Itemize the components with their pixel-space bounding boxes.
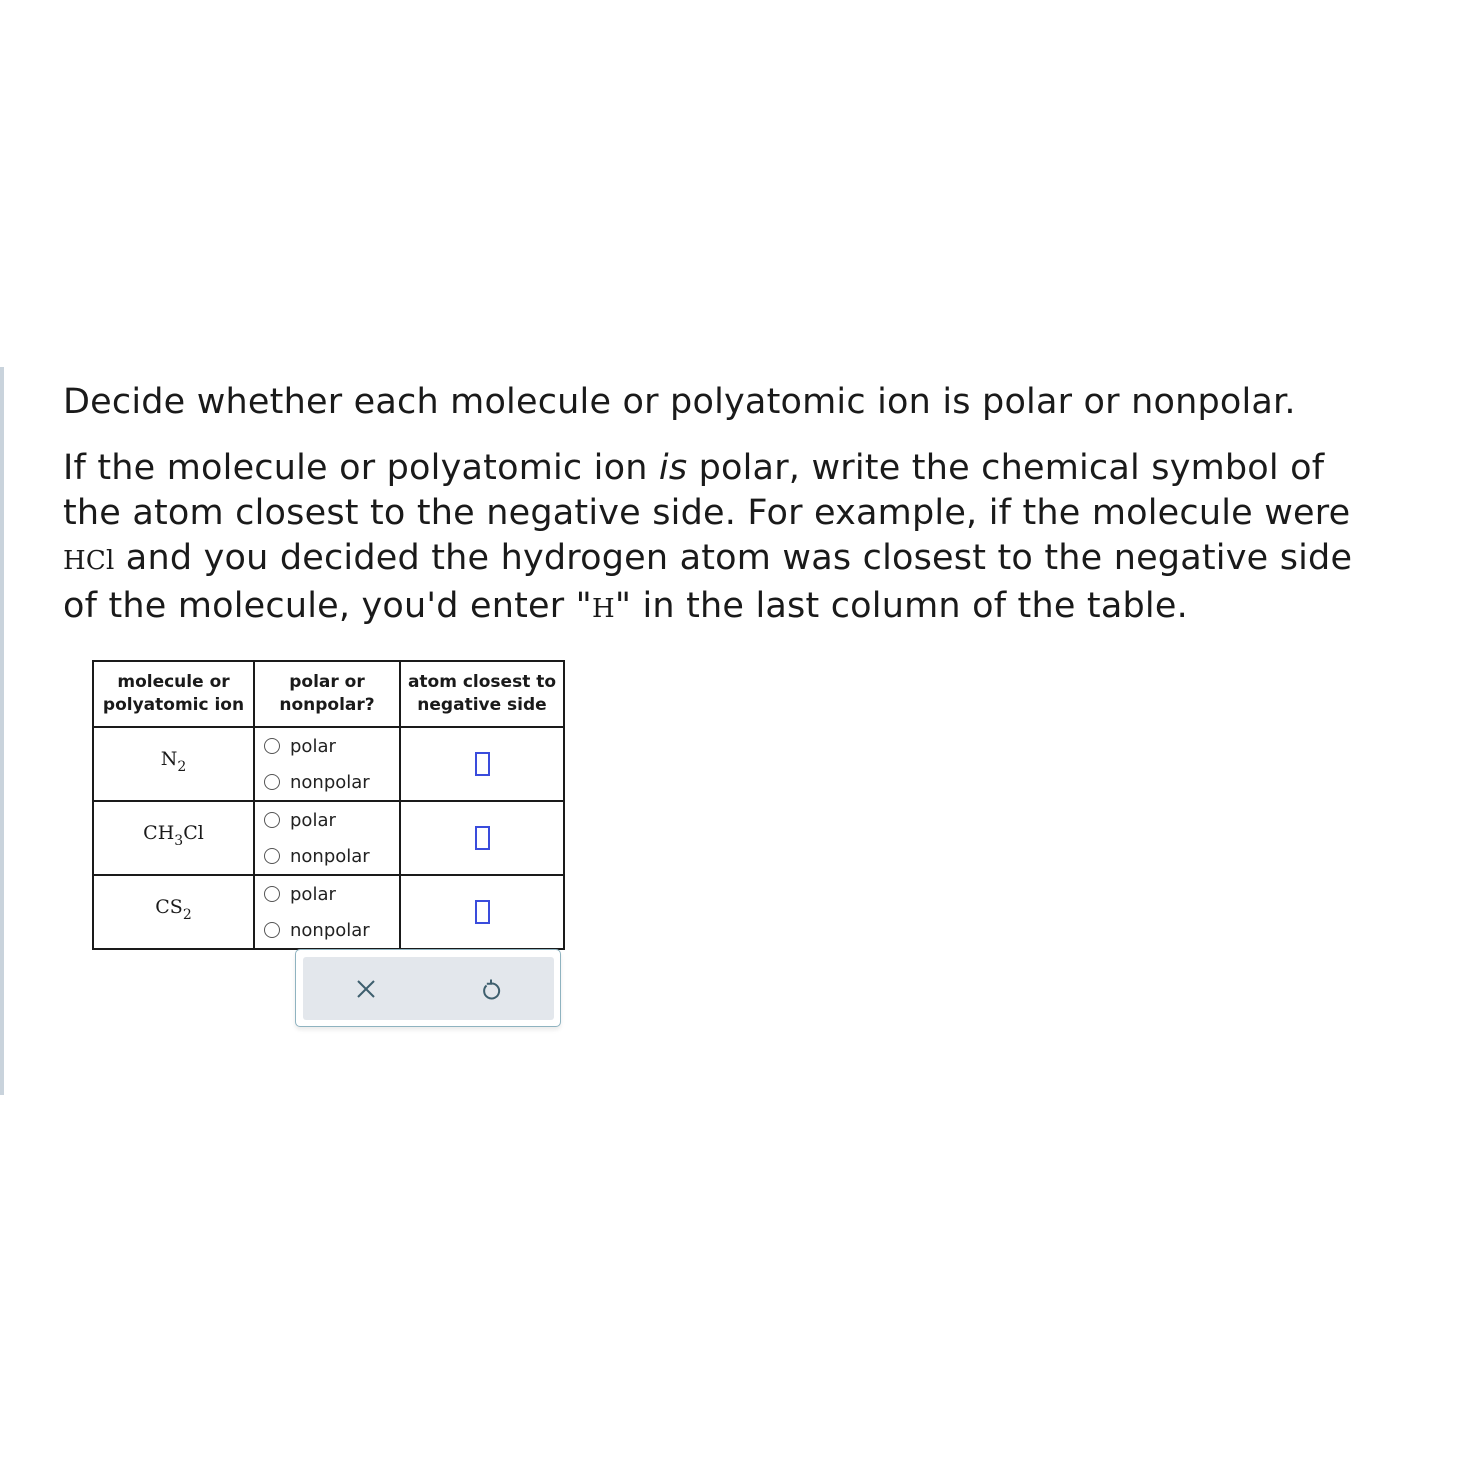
header-polarity: polar or nonpolar?: [254, 661, 400, 727]
radio-label: polar: [290, 809, 336, 831]
prompt-text: " in the last column of the table.: [614, 586, 1188, 626]
formula-subscript: 2: [182, 907, 192, 923]
question-prompt: [63, 380, 1393, 632]
polarity-table: [92, 660, 565, 950]
radio-button[interactable]: [264, 738, 280, 754]
formula-text: CS: [155, 896, 183, 918]
polarity-choice-cell: [254, 801, 400, 875]
header-negative-atom: atom closest to negative side: [400, 661, 564, 727]
molecule-cell: [93, 727, 254, 801]
formula-text: CH: [143, 822, 175, 844]
prompt-text: polar, write the chemical symbol of the atom closest to the negative side. For example, if the molecule were: [63, 448, 1351, 533]
radio-button[interactable]: [264, 848, 280, 864]
negative-atom-cell: [400, 801, 564, 875]
undo-button[interactable]: [461, 964, 521, 1014]
radio-label: nonpolar: [290, 771, 370, 793]
formula-subscript: 2: [177, 759, 187, 775]
polarity-choice-cell: [254, 727, 400, 801]
table-row: [93, 875, 564, 949]
negative-atom-input[interactable]: [475, 826, 490, 850]
negative-atom-cell: [400, 727, 564, 801]
radio-label: nonpolar: [290, 919, 370, 941]
molecule-cell: [93, 801, 254, 875]
radio-label: polar: [290, 735, 336, 757]
molecule-cell: [93, 875, 254, 949]
radio-option-polar[interactable]: [255, 802, 399, 838]
example-symbol: H: [591, 594, 615, 624]
formula-text: Cl: [183, 822, 204, 844]
toolbar-panel: [303, 957, 554, 1020]
table-body: [93, 727, 564, 949]
clear-button[interactable]: [336, 964, 396, 1014]
table-row: [93, 727, 564, 801]
radio-option-nonpolar[interactable]: [255, 838, 399, 874]
table-row: [93, 801, 564, 875]
radio-button[interactable]: [264, 922, 280, 938]
prompt-text: If the molecule or polyatomic ion: [63, 448, 659, 488]
prompt-emphasis: is: [658, 448, 688, 488]
prompt-line-1: Decide whether each molecule or polyatomic ion is polar or nonpolar.: [63, 382, 1296, 422]
header-molecule: molecule or polyatomic ion: [93, 661, 254, 727]
undo-icon: [480, 977, 502, 1001]
example-formula: HCl: [63, 546, 115, 576]
formula-text: N: [160, 748, 178, 770]
radio-option-nonpolar[interactable]: [255, 912, 399, 948]
radio-label: nonpolar: [290, 845, 370, 867]
radio-option-nonpolar[interactable]: [255, 764, 399, 800]
table-header-row: [93, 661, 564, 727]
answer-toolbar: [295, 949, 561, 1027]
negative-atom-input[interactable]: [475, 752, 490, 776]
left-accent-bar: [0, 367, 4, 1095]
radio-button[interactable]: [264, 774, 280, 790]
close-icon: [355, 978, 377, 1000]
prompt-text: and you decided the hydrogen atom was closest to the negative side of the molecule, you'd enter ": [63, 538, 1353, 626]
formula-subscript: 3: [174, 833, 184, 849]
radio-label: polar: [290, 883, 336, 905]
negative-atom-input[interactable]: [475, 900, 490, 924]
radio-option-polar[interactable]: [255, 728, 399, 764]
negative-atom-cell: [400, 875, 564, 949]
radio-button[interactable]: [264, 886, 280, 902]
polarity-choice-cell: [254, 875, 400, 949]
radio-button[interactable]: [264, 812, 280, 828]
prompt-paragraph-2: [63, 446, 1393, 632]
radio-option-polar[interactable]: [255, 876, 399, 912]
